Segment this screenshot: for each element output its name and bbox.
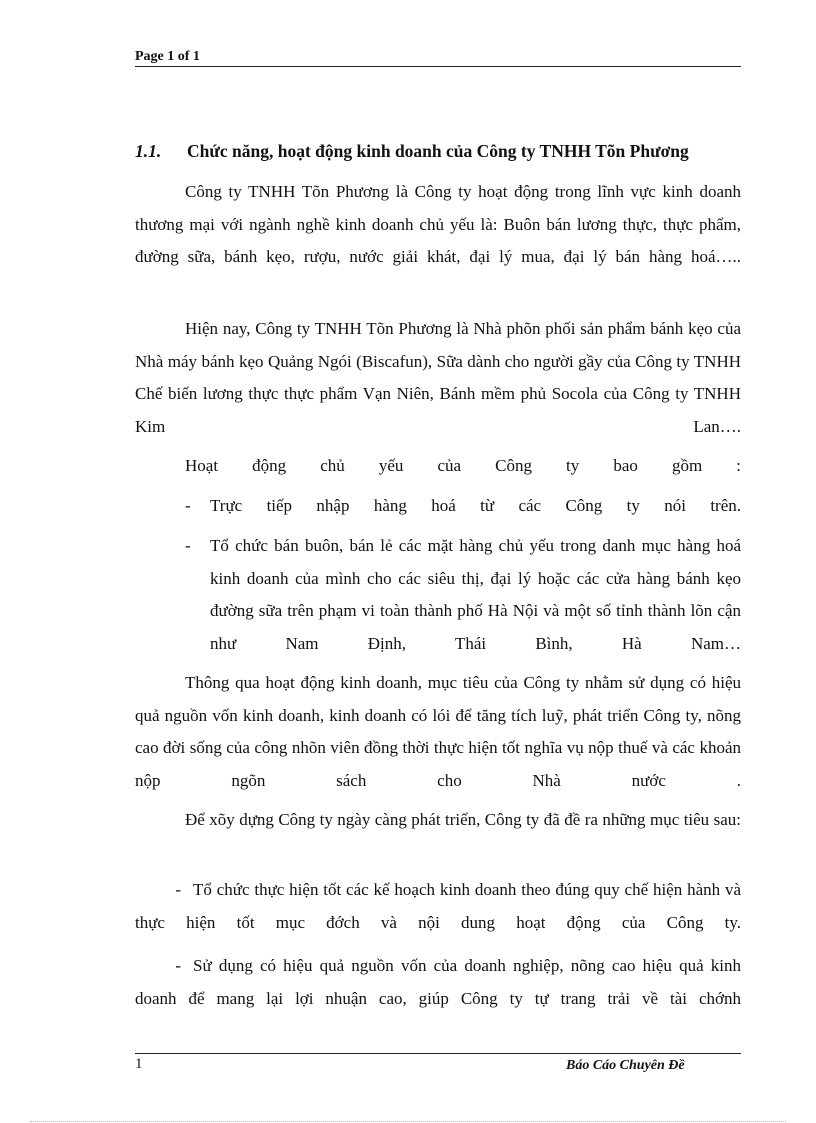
- bullet-item-1: Trực tiếp nhập hàng hoá từ các Công ty nói trên.: [210, 496, 741, 515]
- bullet-dash-1: -: [185, 496, 191, 515]
- footer-divider: [135, 1053, 741, 1054]
- goal-item-2-text: Sử dụng có hiệu quả nguồn vốn của doanh nghiệp, nõng cao hiệu quả kinh doanh để mang lại lợi nhuận cao, giúp Công ty tự trang trải về tài chớnh: [135, 956, 741, 1008]
- page-number: 1: [135, 1056, 143, 1072]
- page-label: Page 1 of 1: [135, 49, 200, 64]
- footer-doc-title: Báo Cáo Chuyên Đề: [566, 1058, 685, 1073]
- paragraph-intro: Công ty TNHH Tõn Phương là Công ty hoạt động trong lĩnh vực kinh doanh thương mại với ngành nghề kinh doanh chủ yếu là: Buôn bán lương thực, thực phẩm, đường sữa, bánh kẹo, rượu, nước giải khát, đại lý mua, đại lý bán hàng hoá…..: [135, 182, 741, 266]
- section-heading: [135, 141, 755, 162]
- paragraph-through: Thông qua hoạt động kinh doanh, mục tiêu của Công ty nhằm sử dụng có hiệu quả nguồn vốn kinh doanh, kinh doanh có lói để tăng tích luỹ, phát triển Công ty, nõng cao đời sống của công nhõn viên đồng thời thực hiện tốt nghĩa vụ nộp thuế và các khoản nộp ngõn sách cho Nhà nước .: [135, 673, 741, 790]
- goal-item-2: [135, 950, 741, 1048]
- paragraph-now: Hiện nay, Công ty TNHH Tõn Phương là Nhà phõn phối sản phẩm bánh kẹo của Nhà máy bánh kẹo Quảng Ngói (Biscafun), Sữa dành cho người gầy của Công ty TNHH Chế biến lương thực thực phẩm Vạn Niên, Bánh mềm phủ Socola của Công ty TNHH Kim Lan….: [135, 319, 741, 436]
- goal-item-1-text: Tổ chức thực hiện tốt các kế hoạch kinh doanh theo đúng quy chế hiện hành và thực hiện tốt mục đớch và nội dung hoạt động của Công ty.: [135, 880, 741, 932]
- paragraph-main-activities: Hoạt động chủ yếu của Công ty bao gồm :: [185, 456, 741, 475]
- goal-dash-1: -: [175, 880, 181, 899]
- section-title: Chức năng, hoạt động kinh doanh của Công ty TNHH Tõn Phương: [187, 141, 689, 161]
- paragraph-goals: Để xõy dựng Công ty ngày càng phát triển, Công ty đã đề ra những mục tiêu sau:: [185, 810, 741, 829]
- bullet-item-2-text: Tổ chức bán buôn, bán lẻ các mặt hàng chủ yếu trong danh mục hàng hoá kinh doanh của mình cho các siêu thị, đại lý hoặc các cửa hàng bánh kẹo đường sữa trên phạm vi toàn thành phố Hà Nội và một số tỉnh thành lõn cận như Nam Định, Thái Bình, Hà Nam…: [210, 536, 741, 653]
- page-bottom-divider: [30, 1121, 786, 1122]
- bullet-dash-2: -: [185, 536, 191, 555]
- page-header: [135, 49, 741, 67]
- section-number: 1.1.: [135, 141, 162, 161]
- goal-dash-2: -: [175, 956, 181, 975]
